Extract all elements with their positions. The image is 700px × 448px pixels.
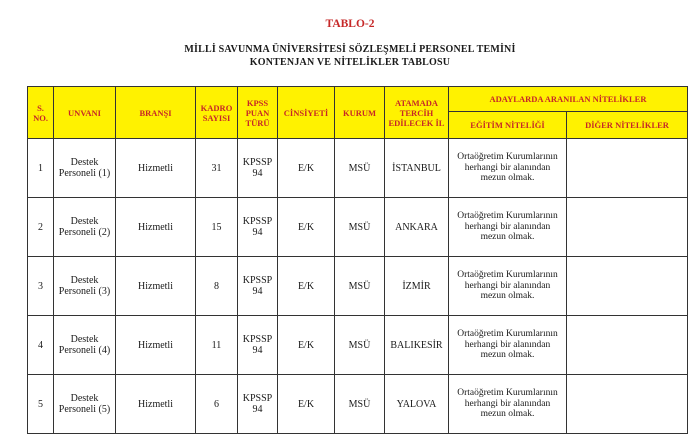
cell-il: YALOVA [385,375,449,434]
cell-cinsiyet: E/K [278,316,335,375]
cell-bransi: Hizmetli [116,257,196,316]
cell-kpss: KPSSP 94 [238,375,278,434]
cell-diger [567,139,688,198]
table-body [28,139,688,434]
cell-diger [567,198,688,257]
cell-kadro: 6 [196,375,238,434]
cell-kurum: MSÜ [335,198,385,257]
cell-unvani: Destek Personeli (2) [54,198,116,257]
header-bransi: BRANŞI [116,87,196,139]
cell-il: İSTANBUL [385,139,449,198]
header-kadro: KADRO SAYISI [196,87,238,139]
cell-cinsiyet: E/K [278,257,335,316]
cell-kpss: KPSSP 94 [238,198,278,257]
cell-kadro: 8 [196,257,238,316]
cell-unvani: Destek Personeli (1) [54,139,116,198]
cell-kurum: MSÜ [335,139,385,198]
table-row [28,257,688,316]
header-tercih: ATAMADA TERCİH EDİLECEK İL [385,87,449,139]
cell-kadro: 31 [196,139,238,198]
tablo-label: TABLO-2 [325,18,375,30]
cell-diger [567,316,688,375]
table-row [28,375,688,434]
cell-egitim: Ortaöğretim Kurumlarının herhangi bir alanından mezun olmak. [449,375,567,434]
cell-il: İZMİR [385,257,449,316]
table-row [28,316,688,375]
table-row [28,198,688,257]
cell-kurum: MSÜ [335,375,385,434]
cell-cinsiyet: E/K [278,375,335,434]
cell-cinsiyet: E/K [278,198,335,257]
document-title: MİLLİ SAVUNMA ÜNİVERSİTESİ SÖZLEŞMELİ PERSONEL TEMİNİ [184,44,516,55]
cell-cinsiyet: E/K [278,139,335,198]
personnel-table [27,86,688,434]
cell-egitim: Ortaöğretim Kurumlarının herhangi bir alanından mezun olmak. [449,257,567,316]
cell-egitim: Ortaöğretim Kurumlarının herhangi bir alanından mezun olmak. [449,139,567,198]
cell-unvani: Destek Personeli (3) [54,257,116,316]
cell-diger [567,257,688,316]
cell-egitim: Ortaöğretim Kurumlarının herhangi bir alanından mezun olmak. [449,198,567,257]
cell-sno: 3 [28,257,54,316]
cell-bransi: Hizmetli [116,316,196,375]
cell-kpss: KPSSP 94 [238,139,278,198]
header-unvani: UNVANI [54,87,116,139]
cell-egitim: Ortaöğretim Kurumlarının herhangi bir alanından mezun olmak. [449,316,567,375]
cell-kpss: KPSSP 94 [238,257,278,316]
header-kurum: KURUM [335,87,385,139]
cell-sno: 4 [28,316,54,375]
header-nitelikler: ADAYLARDA ARANILAN NİTELİKLER [449,87,688,112]
cell-bransi: Hizmetli [116,375,196,434]
cell-il: ANKARA [385,198,449,257]
header-egitim: EĞİTİM NİTELİĞİ [449,112,567,139]
cell-il: BALIKESİR [385,316,449,375]
cell-kadro: 11 [196,316,238,375]
cell-kurum: MSÜ [335,257,385,316]
cell-bransi: Hizmetli [116,198,196,257]
cell-unvani: Destek Personeli (4) [54,316,116,375]
cell-bransi: Hizmetli [116,139,196,198]
cell-kurum: MSÜ [335,316,385,375]
cell-sno: 1 [28,139,54,198]
cell-unvani: Destek Personeli (5) [54,375,116,434]
header-kpss: KPSS PUAN TÜRÜ [238,87,278,139]
header-sno: S. NO. [28,87,54,139]
cell-diger [567,375,688,434]
header-cinsiyet: CİNSİYETİ [278,87,335,139]
cell-sno: 5 [28,375,54,434]
cell-kpss: KPSSP 94 [238,316,278,375]
header-diger: DİĞER NİTELİKLER [567,112,688,139]
cell-sno: 2 [28,198,54,257]
table-row [28,139,688,198]
document-subtitle: KONTENJAN VE NİTELİKLER TABLOSU [249,57,451,68]
cell-kadro: 15 [196,198,238,257]
